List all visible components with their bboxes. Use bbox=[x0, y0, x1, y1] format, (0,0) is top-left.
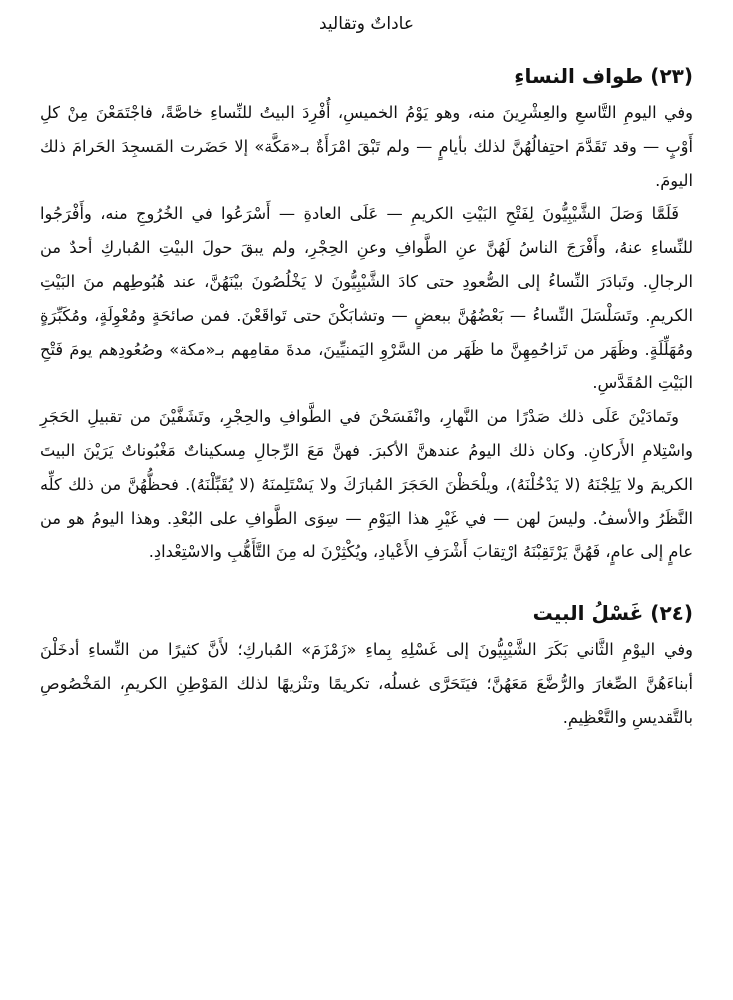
paragraph: فَلَمَّا وَصَلَ الشَّيْبِيُّونَ لِفَتْحِ البَيْتِ الكريمِ — عَلَى العادةِ — أَسْرَعُوا في الخُرُوجِ منه، وأَفْرَجُوا للنِّساءِ عنهُ، وأَفْرَجَ الناسُ لَهُنَّ عنِ الطَّوافِ وعنِ الحِجْرِ، ولم يبقَ حولَ البيْتِ المُباركِ أحدٌ من الرجالِ. وتَبادَرَ النِّساءُ إلى الصُّعودِ حتى كادَ الشَّيْبِيُّونَ لا يَخْلُصُونَ بيْنَهُنَّ، عند هُبُوطِهم منَ البَيْتِ الكريمِ. وتَسَلْسَلَ النِّساءُ — بَعْضُهُنَّ ببعضٍ — وتشابَكْنَ حتى تَواقَعْنَ. فمن صائحَةٍ ومُعْوِلَةٍ، ومُكَبِّرَةٍ ومُهَلِّلَةٍ. وظَهَر من تَزاحُمِهِنَّ ما ظَهَر من السَّرْوِ اليَمنيِّينَ، مدةَ مقامِهم بـ«مكة» وصُعُودِهم يومَ فَتْحِ البَيْتِ المُقَدَّسِ. bbox=[40, 204, 693, 393]
page-content bbox=[40, 56, 693, 749]
paragraph: وفي اليوْمِ الثَّاني بَكَرَ الشَّيْبِيُّونَ إلى غَسْلِهِ بِماءِ «زَمْزَمَ» المُباركِ؛ لأَنَّ كثيرًا من النِّساءِ أدخَلْنَ أبناءَهُنَّ الصِّغارَ والرُّضَّعَ مَعَهُنَّ؛ فيَتَحَرَّى غسلُه، تكريمًا وتنْزيهًا لذلك المَوْطِنِ الكريمِ، المَخْصُوصِ بالتَّقديسِ والتَّعْظِيمِ. bbox=[40, 640, 693, 727]
section-heading: (٢٣) طواف النساءِ bbox=[514, 64, 693, 88]
section-24 bbox=[40, 593, 693, 734]
paragraph: وفي اليومِ التَّاسعِ والعِشْرِينَ منه، وهو يَوْمُ الخميسِ، أُفْرِدَ البيتُ للنِّساءِ خاصَّةً، فاجْتَمَعْنَ مِنْ كلِ أَوْبٍ — وقد تَقَدَّمَ احتِفالُهُنَّ لذلك بأيامٍ — ولم تَبْقَ امْرَأَةٌ بـ«مَكَّة» إلا حَضَرت المَسجِدَ الحَرامَ ذلك اليومَ. bbox=[40, 103, 693, 190]
running-header: عاداتٌ وتقاليد bbox=[319, 14, 414, 34]
paragraph: وتَمادَيْنَ عَلَى ذلك صَدْرًا من النَّهارِ، وانْفَسَحْنَ في الطَّوافِ والحِجْرِ، وتَشَفَّيْنَ من تقبيلِ الحَجَرِ واسْتِلامِ الأَركانِ. وكان ذلك اليومُ عندهنَّ الأكبرَ. فهنَّ مَعَ الرِّجالِ مِسكيناتٌ مَغْبُوناتٌ يَرَيْنَ البيتَ الكريمَ ولا يَلِجْنَهُ (لا يَدْخُلْنَهُ)، ويلْحَظْنَ الحَجَرَ المُبارَكَ ولا يَسْتَلِمنَهُ (لا يُقَبِّلْنَهُ). فحظُّهُنَّ من ذلك كلِّه النَّظَرُ والأسفُ. وليسَ لهن — في غَيْرِ هذا اليَوْمِ — سِوَى الطَّوافِ على البُعْدِ. وهذا اليومُ هو من عامٍ إلى عامٍ، فَهُنَّ يَرْتَقِبْنَهُ ارْتِقابَ أَشْرَفِ الأَعْيادِ، ويُكْثِرْنَ له مِنَ التَّأَهُّبِ والاسْتِعْدادِ. bbox=[40, 407, 693, 562]
section-23 bbox=[40, 56, 693, 569]
section-heading: (٢٤) غَسْلُ البيت bbox=[532, 601, 693, 626]
